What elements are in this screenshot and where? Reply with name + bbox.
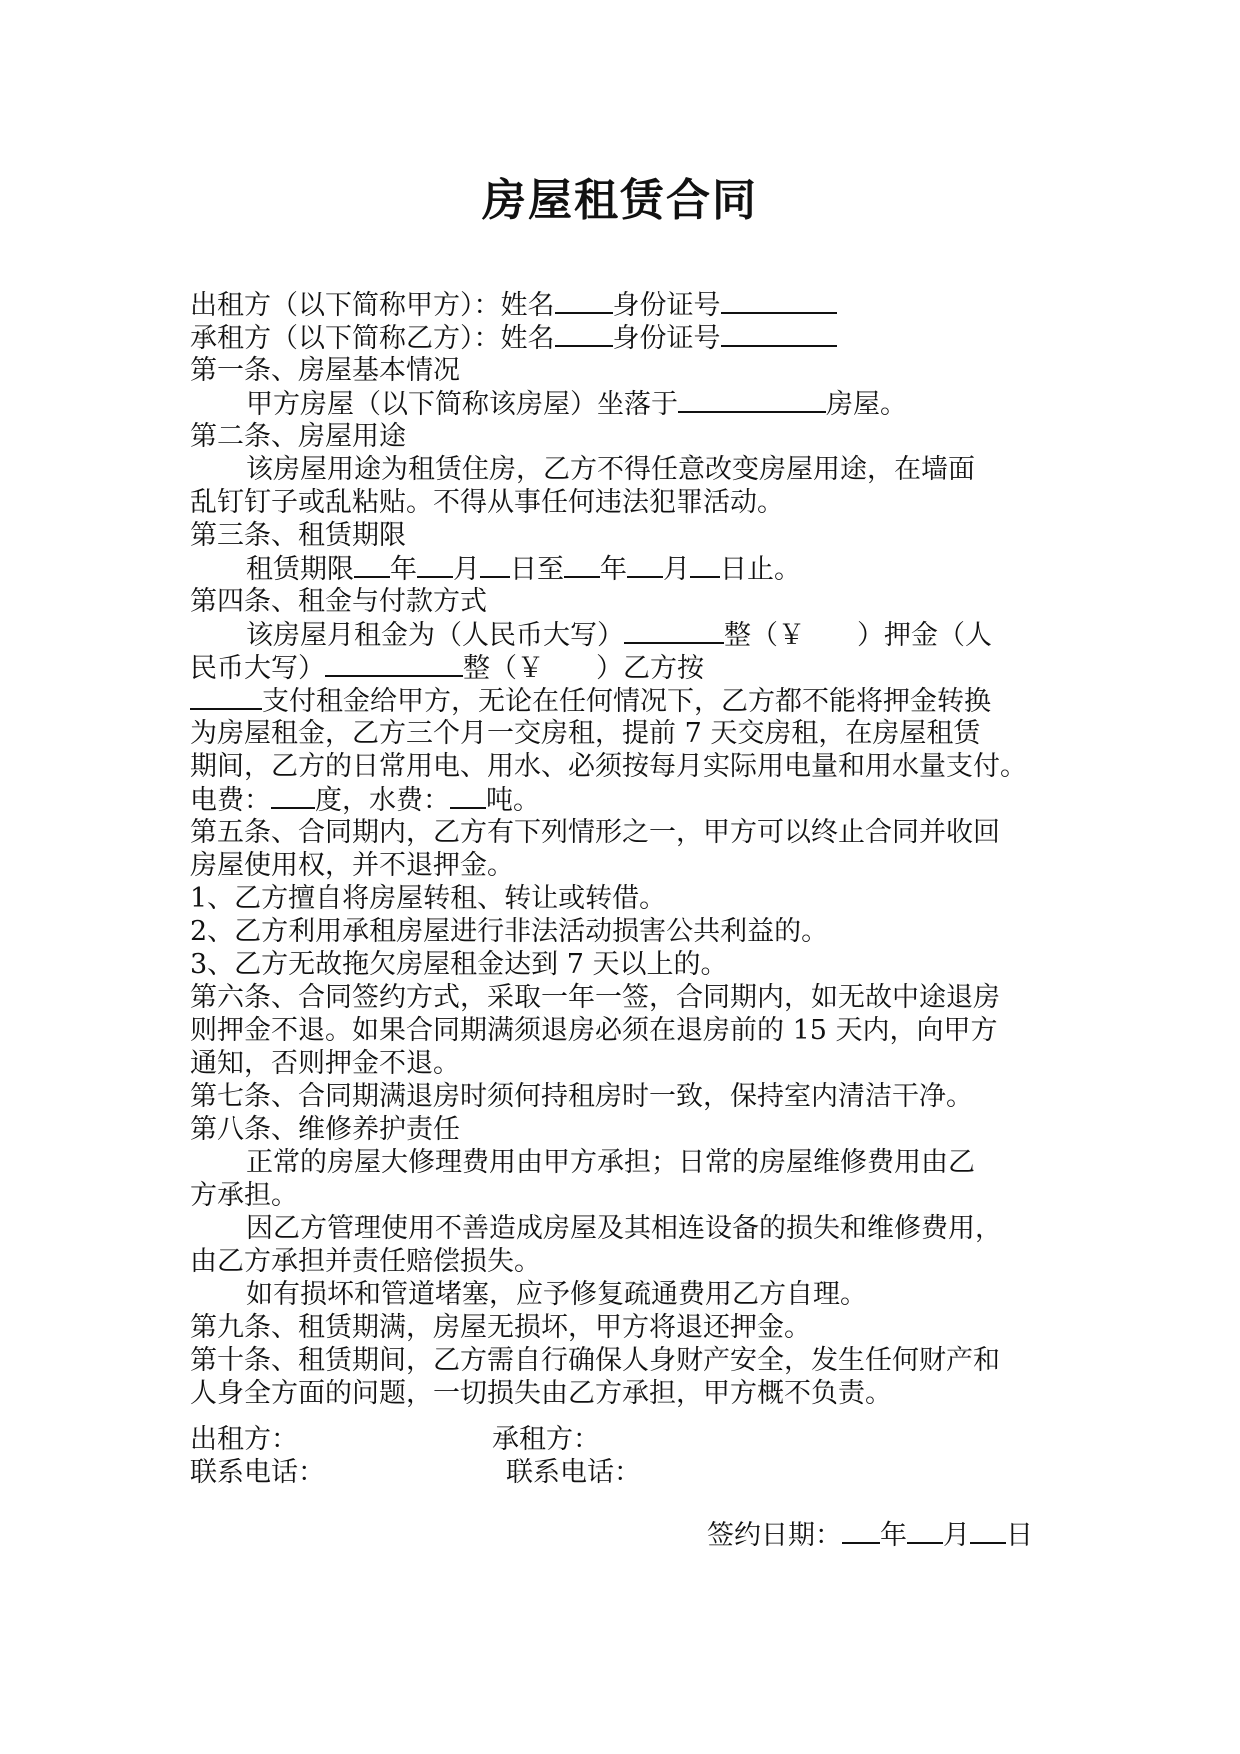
line-text: 承租方（以下简称乙方）：姓名 <box>190 323 555 354</box>
date-day-unit: 日 <box>1006 1520 1033 1551</box>
line-text: 房屋。 <box>826 389 907 420</box>
contract-line <box>190 882 1060 915</box>
line-text: 方承担。 <box>190 1180 298 1211</box>
line-text: 电费： <box>190 785 271 816</box>
contract-line <box>190 321 1060 354</box>
contract-line <box>190 1047 1060 1080</box>
fill-in-blank[interactable] <box>450 783 486 809</box>
fill-in-blank[interactable] <box>555 288 613 314</box>
fill-in-blank[interactable] <box>480 552 510 578</box>
line-text: 租赁期限 <box>246 554 354 585</box>
fill-in-blank[interactable] <box>678 387 826 413</box>
contract-line <box>190 981 1060 1014</box>
contract-line <box>190 1344 1060 1377</box>
contract-line <box>190 585 1060 618</box>
line-text: 人身全方面的问题，一切损失由乙方承担，甲方概不负责。 <box>190 1378 892 1409</box>
contract-line <box>190 354 1060 387</box>
contract-line <box>190 948 1060 981</box>
line-text: 度，水费： <box>315 785 450 816</box>
line-text: 2、乙方利用承租房屋进行非法活动损害公共利益的。 <box>190 916 829 947</box>
line-text: 第七条、合同期满退房时须何持租房时一致，保持室内清洁干净。 <box>190 1081 973 1112</box>
line-text: 第二条、房屋用途 <box>190 421 406 452</box>
fill-in-blank[interactable] <box>564 552 600 578</box>
line-text: 期间，乙方的日常用电、用水、必须按每月实际用电量和用水量支付。 <box>190 751 1027 782</box>
line-text: 支付租金给甲方，无论在任何情况下，乙方都不能将押金转换 <box>262 686 991 717</box>
line-text: 第十条、租赁期间，乙方需自行确保人身财产安全，发生任何财产和 <box>190 1345 1000 1376</box>
contract-line <box>190 618 1060 651</box>
line-text: 为房屋租金，乙方三个月一交房租，提前 7 天交房租，在房屋租赁 <box>190 718 981 749</box>
contract-line <box>190 684 1060 717</box>
fill-in-blank[interactable] <box>417 552 453 578</box>
line-text: 通知，否则押金不退。 <box>190 1048 460 1079</box>
line-text: 月 <box>663 554 690 585</box>
lessee-label: 承租方： <box>492 1424 600 1455</box>
fill-in-blank[interactable] <box>325 651 463 677</box>
fill-in-blank[interactable] <box>690 552 720 578</box>
contract-line <box>190 453 1060 486</box>
line-text: 由乙方承担并责任赔偿损失。 <box>190 1246 541 1277</box>
line-text: 年 <box>600 554 627 585</box>
line-text: ）乙方按 <box>596 653 704 684</box>
contract-line <box>190 1146 1060 1179</box>
date-day-blank[interactable] <box>970 1518 1006 1544</box>
line-text: 3、乙方无故拖欠房屋租金达到 7 天以上的。 <box>190 949 728 980</box>
line-text: 身份证号 <box>612 290 721 321</box>
signing-date-label: 签约日期： <box>707 1520 842 1551</box>
line-text: 整（￥ <box>463 653 544 684</box>
contract-line <box>190 1014 1060 1047</box>
line-text: 乱钉钉子或乱粘贴。不得从事任何违法犯罪活动。 <box>190 487 784 518</box>
contract-line <box>190 420 1060 453</box>
line-text: 如有损坏和管道堵塞，应予修复疏通费用乙方自理。 <box>246 1279 867 1310</box>
fill-in-blank[interactable] <box>190 684 262 710</box>
line-text: 民币大写） <box>190 653 325 684</box>
fill-in-blank[interactable] <box>721 288 837 314</box>
line-text: 房屋使用权，并不退押金。 <box>190 850 514 881</box>
line-text: 出租方（以下简称甲方）：姓名 <box>190 290 555 321</box>
contract-line <box>190 552 1060 585</box>
line-text: 第九条、租赁期满，房屋无损坏，甲方将退还押金。 <box>190 1312 811 1343</box>
document-title: 房屋租赁合同 <box>482 175 758 226</box>
contract-line <box>190 1245 1060 1278</box>
line-text: 1、乙方擅自将房屋转租、转让或转借。 <box>190 883 667 914</box>
line-text: 该房屋月租金为（人民币大写） <box>246 620 624 651</box>
line-text: 第五条、合同期内，乙方有下列情形之一，甲方可以终止合同并收回 <box>190 817 1000 848</box>
contract-line <box>190 486 1060 519</box>
line-text: 则押金不退。如果合同期满须退房必须在退房前的 15 天内，向甲方 <box>190 1015 998 1046</box>
contract-line <box>190 387 1060 420</box>
contract-line <box>190 1113 1060 1146</box>
date-year-blank[interactable] <box>842 1518 880 1544</box>
line-text: 身份证号 <box>612 323 721 354</box>
contract-line <box>190 750 1060 783</box>
line-text: 第一条、房屋基本情况 <box>190 355 460 386</box>
contract-line <box>190 519 1060 552</box>
contract-line <box>190 717 1060 750</box>
lessor-label: 出租方： <box>190 1424 298 1455</box>
contract-line <box>190 1278 1060 1311</box>
fill-in-blank[interactable] <box>555 321 613 347</box>
line-text: 正常的房屋大修理费用由甲方承担；日常的房屋维修费用由乙 <box>246 1147 975 1178</box>
line-text: 日至 <box>510 554 564 585</box>
contract-line <box>190 783 1060 816</box>
date-year-unit: 年 <box>880 1520 907 1551</box>
line-text: 整（￥ <box>724 620 805 651</box>
line-text: 该房屋用途为租赁住房，乙方不得任意改变房屋用途，在墙面 <box>246 454 975 485</box>
fill-in-blank[interactable] <box>721 321 837 347</box>
line-text: 第六条、合同签约方式，采取一年一签，合同期内，如无故中途退房 <box>190 982 1000 1013</box>
fill-in-blank[interactable] <box>624 618 724 644</box>
line-text: 月 <box>453 554 480 585</box>
line-text: 第八条、维修养护责任 <box>190 1114 460 1145</box>
line-text: ）押金（人 <box>857 620 992 651</box>
fill-in-blank[interactable] <box>271 783 315 809</box>
date-month-unit: 月 <box>943 1520 970 1551</box>
line-text: 日止。 <box>720 554 801 585</box>
line-text: 第四条、租金与付款方式 <box>190 586 487 617</box>
contract-line <box>190 1311 1060 1344</box>
contract-line <box>190 1377 1060 1410</box>
fill-in-blank[interactable] <box>627 552 663 578</box>
contract-line <box>190 915 1060 948</box>
line-text: 第三条、租赁期限 <box>190 520 406 551</box>
date-month-blank[interactable] <box>907 1518 943 1544</box>
line-text: 年 <box>390 554 417 585</box>
contract-line <box>190 288 1060 321</box>
contract-line <box>190 651 1060 684</box>
fill-in-blank[interactable] <box>354 552 390 578</box>
line-text: 因乙方管理使用不善造成房屋及其相连设备的损失和维修费用， <box>246 1213 1002 1244</box>
contract-line <box>190 1179 1060 1212</box>
signing-date <box>707 1518 1033 1552</box>
contract-line <box>190 1212 1060 1245</box>
contract-line <box>190 849 1060 882</box>
contract-body <box>190 288 1060 1410</box>
lessee-phone-label: 联系电话： <box>506 1457 641 1488</box>
lessor-phone-label: 联系电话： <box>190 1457 325 1488</box>
line-text: 吨。 <box>486 785 540 816</box>
contract-line <box>190 1080 1060 1113</box>
contract-line <box>190 816 1060 849</box>
line-text: 甲方房屋（以下简称该房屋）坐落于 <box>246 389 678 420</box>
